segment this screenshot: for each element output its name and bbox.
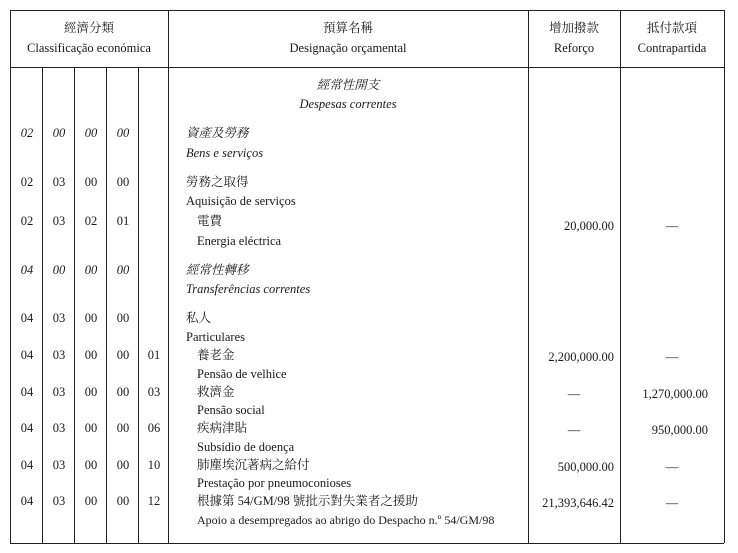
code-5: 10 — [147, 458, 161, 472]
header-contrapartida-zh: 抵付款項 — [646, 21, 697, 35]
designation-pt: Pensão social — [197, 403, 265, 417]
code-col-divider-2 — [74, 67, 75, 543]
code-5: 03 — [147, 385, 161, 399]
designation-pt: Transferências correntes — [186, 282, 311, 296]
code-1: 04 — [20, 421, 34, 435]
contrapartida-value: 950,000.00 — [651, 423, 708, 437]
code-3: 00 — [84, 421, 98, 435]
designation-pt: Prestação por pneumoconioses — [197, 476, 352, 490]
designation-zh: 疾病津貼 — [197, 421, 248, 435]
code-3: 00 — [84, 126, 98, 140]
code-1: 04 — [20, 458, 34, 472]
code-3: 02 — [84, 214, 98, 228]
code-1: 02 — [20, 126, 34, 140]
table-top-border — [10, 10, 724, 11]
code-4: 00 — [116, 458, 130, 472]
reforco-value: — — [567, 423, 581, 437]
code-2: 03 — [52, 214, 66, 228]
code-3: 00 — [84, 348, 98, 362]
contrapartida-value: 1,270,000.00 — [642, 387, 708, 401]
header-contrapartida-pt: Contrapartida — [637, 41, 707, 55]
section-title-zh: 經常性開支 — [316, 78, 380, 92]
code-5: 06 — [147, 421, 161, 435]
code-3: 00 — [84, 311, 98, 325]
code-5: 01 — [147, 348, 161, 362]
reforco-value: 21,393,646.42 — [542, 496, 614, 510]
code-4: 01 — [116, 214, 130, 228]
header-designation-pt: Designação orçamental — [289, 41, 407, 55]
contrapartida-value: — — [665, 460, 679, 474]
code-3: 00 — [84, 458, 98, 472]
code-5: 12 — [147, 494, 161, 508]
designation-pt: Apoio a desempregados ao abrigo do Despacho n.º 54/GM/98 — [197, 513, 495, 527]
designation-zh: 經常性轉移 — [186, 263, 249, 277]
code-4: 00 — [116, 385, 130, 399]
designation-pt: Subsídio de doença — [197, 440, 295, 454]
code-2: 03 — [52, 458, 66, 472]
header-designation-zh: 預算名稱 — [322, 21, 373, 35]
code-3: 00 — [84, 385, 98, 399]
code-1: 04 — [20, 494, 34, 508]
header-classification-pt: Classificação económica — [27, 41, 151, 55]
code-2: 03 — [52, 348, 66, 362]
code-4: 00 — [116, 126, 130, 140]
code-col-divider-4 — [138, 67, 139, 543]
table-left-border — [10, 10, 11, 543]
designation-pt: Particulares — [186, 330, 246, 344]
header-reforco-zh: 增加撥款 — [548, 21, 599, 35]
code-3: 00 — [84, 263, 98, 277]
code-2: 03 — [52, 494, 66, 508]
reforco-value: — — [567, 387, 581, 401]
code-2: 00 — [52, 126, 66, 140]
code-4: 00 — [116, 421, 130, 435]
designation-zh: 根據第 54/GM/98 號批示對失業者之援助 — [197, 494, 418, 508]
header-classification-zh: 經濟分類 — [63, 21, 114, 35]
code-4: 00 — [116, 175, 130, 189]
code-1: 04 — [20, 263, 34, 277]
section-title-pt: Despesas correntes — [299, 97, 397, 111]
code-2: 00 — [52, 263, 66, 277]
code-1: 04 — [20, 385, 34, 399]
contrapartida-value: — — [665, 496, 679, 510]
designation-pt: Bens e serviços — [186, 146, 264, 160]
code-4: 00 — [116, 263, 130, 277]
reforco-value: 20,000.00 — [564, 219, 614, 233]
code-3: 00 — [84, 494, 98, 508]
code-4: 00 — [116, 348, 130, 362]
code-4: 00 — [116, 494, 130, 508]
code-1: 02 — [20, 175, 34, 189]
header-reforco-pt: Reforço — [553, 41, 595, 55]
contrapartida-value: — — [665, 219, 679, 233]
code-4: 00 — [116, 311, 130, 325]
code-1: 04 — [20, 348, 34, 362]
designation-zh: 私人 — [186, 311, 212, 325]
designation-zh: 肺塵埃沉著病之給付 — [197, 458, 310, 472]
code-2: 03 — [52, 175, 66, 189]
designation-pt: Energia eléctrica — [197, 234, 282, 248]
table-right-border — [724, 10, 725, 543]
designation-zh: 養老金 — [197, 348, 235, 362]
designation-pt: Aquisição de serviços — [186, 194, 296, 208]
code-1: 02 — [20, 214, 34, 228]
code-3: 00 — [84, 175, 98, 189]
reforco-value: 2,200,000.00 — [548, 350, 614, 364]
reforco-value: 500,000.00 — [557, 460, 614, 474]
code-2: 03 — [52, 421, 66, 435]
designation-pt: Pensão de velhice — [197, 367, 287, 381]
code-2: 03 — [52, 311, 66, 325]
designation-zh: 電費 — [197, 214, 223, 228]
table-bottom-border — [10, 543, 724, 544]
code-col-divider-3 — [106, 67, 107, 543]
designation-zh: 勞務之取得 — [186, 175, 249, 189]
code-1: 04 — [20, 311, 34, 325]
designation-zh: 救濟金 — [197, 385, 235, 399]
contrapartida-value: — — [665, 350, 679, 364]
header-bottom-border — [10, 67, 724, 68]
code-col-divider-1 — [42, 67, 43, 543]
designation-zh: 資產及勞務 — [186, 126, 249, 140]
code-2: 03 — [52, 385, 66, 399]
